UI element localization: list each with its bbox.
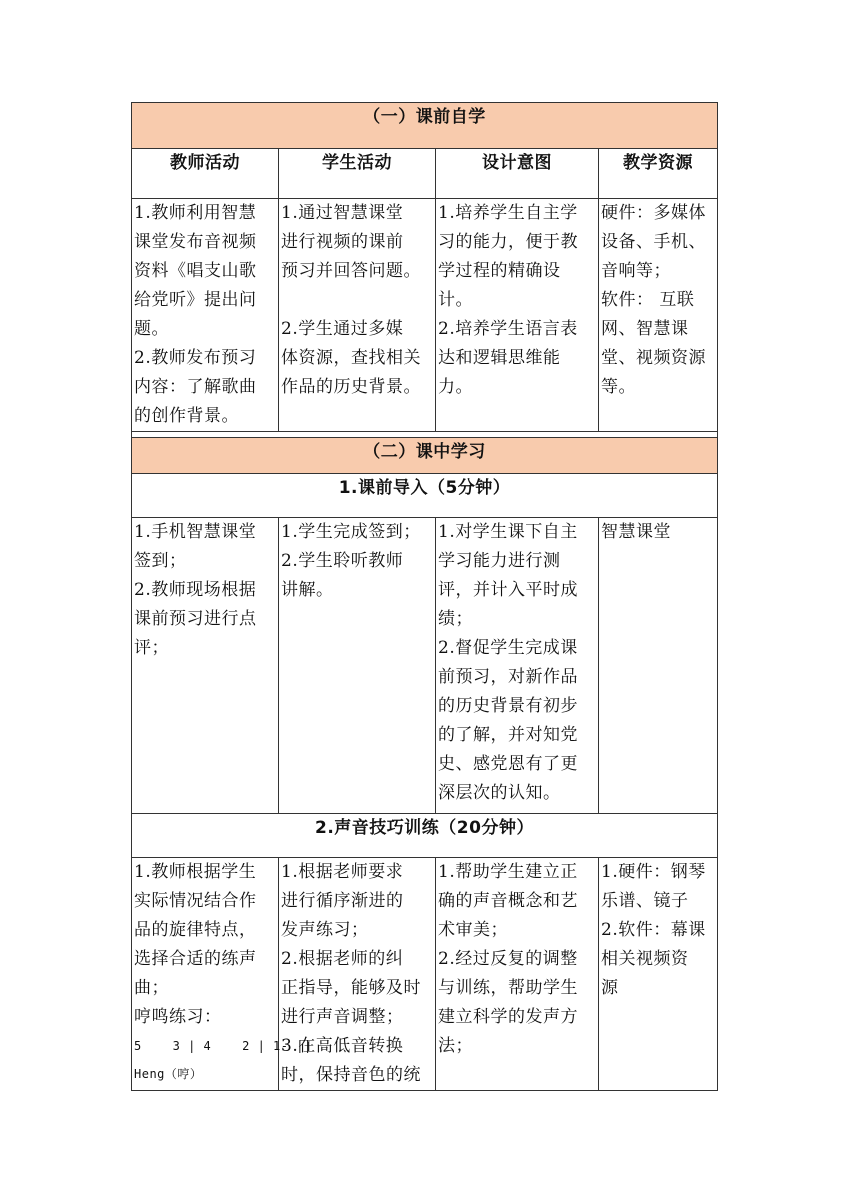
- vocal-subsection-title: 2.声音技巧训练（20分钟）: [132, 814, 718, 858]
- text-line: 音响等；: [601, 261, 671, 281]
- vocal-resource-cell: [599, 858, 718, 1091]
- text-line: 曲；: [134, 978, 169, 998]
- vocal-teacher-cell: [132, 858, 312, 1091]
- text-line: 的历史背景有初步: [438, 696, 578, 716]
- text-line: 2.根据老师的纠: [281, 949, 404, 969]
- intro-student-cell: [279, 518, 436, 814]
- text-line: 题。: [134, 319, 169, 339]
- text-line: 选择合适的练声: [134, 949, 257, 969]
- text-line: 课前预习进行点: [134, 609, 257, 629]
- text-line: 的创作背景。: [134, 406, 239, 426]
- text-line: 2.督促学生完成课: [438, 638, 578, 658]
- vocal-design-cell: [436, 858, 599, 1091]
- text-line: 进行声音调整；: [281, 1007, 404, 1027]
- text-line: 术审美；: [438, 920, 508, 940]
- intro-subsection-title: 1.课前导入（5分钟）: [132, 474, 718, 518]
- pre-class-resource-cell: [599, 199, 718, 432]
- text-line: 乐谱、镜子: [601, 891, 689, 911]
- text-line: 哼鸣练习：: [134, 1007, 222, 1027]
- text-line: 2.学生聆听教师: [281, 551, 404, 571]
- text-line: 网、智慧课: [601, 319, 689, 339]
- text-line: 课堂发布音视频: [134, 232, 257, 252]
- pre-class-teacher-cell: [132, 199, 279, 432]
- text-line: 作品的历史背景。: [281, 377, 421, 397]
- text-line: 学过程的精确设: [438, 261, 561, 281]
- intro-design-cell: [436, 518, 599, 814]
- text-line: 进行视频的课前: [281, 232, 404, 252]
- text-line: 时，保持音色的统: [281, 1065, 421, 1085]
- text-line: 2.软件：幕课: [601, 920, 706, 940]
- music-lyric: Heng（哼）: [134, 1067, 203, 1081]
- music-notation: 5 3 | 4 2 | 1- ||: [134, 1039, 312, 1053]
- text-line: 智慧课堂: [601, 522, 671, 542]
- text-line: 1.手机智慧课堂: [134, 522, 257, 542]
- text-line: 软件： 互联: [601, 290, 695, 310]
- text-line: 给党听》提出问: [134, 290, 257, 310]
- text-line: 发声练习；: [281, 920, 369, 940]
- text-line: 1.培养学生自主学: [438, 203, 578, 223]
- text-line: 1.硬件：钢琴: [601, 862, 706, 882]
- text-line: 绩；: [438, 609, 473, 629]
- text-line: 实际情况结合作: [134, 891, 257, 911]
- text-line: 讲解。: [281, 580, 334, 600]
- text-line: 建立科学的发声方: [438, 1007, 578, 1027]
- text-line: 硬件：多媒体: [601, 203, 706, 223]
- text-line: 评；: [134, 638, 169, 658]
- section-in-class-title: （二）课中学习: [132, 438, 718, 474]
- text-line: 力。: [438, 377, 473, 397]
- section-pre-class-title: （一）课前自学: [132, 103, 718, 149]
- pre-class-design-cell: [436, 199, 599, 432]
- lesson-plan-table: [131, 102, 718, 1091]
- text-line: 源: [601, 978, 619, 998]
- intro-teacher-cell: [132, 518, 279, 814]
- text-line: 设备、手机、: [601, 232, 706, 252]
- header-teaching-resources: 教学资源: [599, 149, 718, 199]
- text-line: 资料《唱支山歌: [134, 261, 257, 281]
- text-line: 的了解，并对知党: [438, 725, 578, 745]
- text-line: 深层次的认知。: [438, 783, 561, 803]
- pre-class-student-cell: [279, 199, 436, 432]
- text-line: 签到；: [134, 551, 187, 571]
- text-line: 史、感党恩有了更: [438, 754, 578, 774]
- text-line: 预习并回答问题。: [281, 261, 421, 281]
- text-line: 确的声音概念和艺: [438, 891, 578, 911]
- text-line: 2.教师发布预习: [134, 348, 257, 368]
- text-line: 品的旋律特点，: [134, 920, 257, 940]
- text-line: 习的能力，便于教: [438, 232, 578, 252]
- text-line: 3.在高低音转换: [281, 1036, 404, 1056]
- vocal-student-cell: [279, 858, 436, 1091]
- text-line: 内容：了解歌曲: [134, 377, 257, 397]
- text-line: 计。: [438, 290, 473, 310]
- text-line: 1.教师根据学生: [134, 862, 257, 882]
- text-line: 与训练，帮助学生: [438, 978, 578, 998]
- text-line: 2.经过反复的调整: [438, 949, 578, 969]
- text-line: 相关视频资: [601, 949, 689, 969]
- header-design-intent: 设计意图: [436, 149, 599, 199]
- text-line: 等。: [601, 377, 636, 397]
- text-line: 达和逻辑思维能: [438, 348, 561, 368]
- text-line: 前预习，对新作品: [438, 667, 578, 687]
- text-line: 2.培养学生语言表: [438, 319, 578, 339]
- text-line: 1.学生完成签到；: [281, 522, 421, 542]
- text-line: 1.教师利用智慧: [134, 203, 257, 223]
- text-line: 1.帮助学生建立正: [438, 862, 578, 882]
- text-line: 体资源，查找相关: [281, 348, 421, 368]
- header-student-activity: 学生活动: [279, 149, 436, 199]
- text-line: 1.对学生课下自主: [438, 522, 578, 542]
- text-line: 进行循序渐进的: [281, 891, 404, 911]
- text-line: 法；: [438, 1036, 473, 1056]
- text-line: 2.学生通过多媒: [281, 319, 404, 339]
- text-line: 正指导，能够及时: [281, 978, 421, 998]
- text-line: 1.通过智慧课堂: [281, 203, 404, 223]
- text-line: 学习能力进行测: [438, 551, 561, 571]
- text-line: 1.根据老师要求: [281, 862, 404, 882]
- text-line: [281, 286, 433, 315]
- text-line: 2.教师现场根据: [134, 580, 257, 600]
- intro-resource-cell: [599, 518, 718, 814]
- text-line: 堂、视频资源: [601, 348, 706, 368]
- header-teacher-activity: 教师活动: [132, 149, 279, 199]
- text-line: 评，并计入平时成: [438, 580, 578, 600]
